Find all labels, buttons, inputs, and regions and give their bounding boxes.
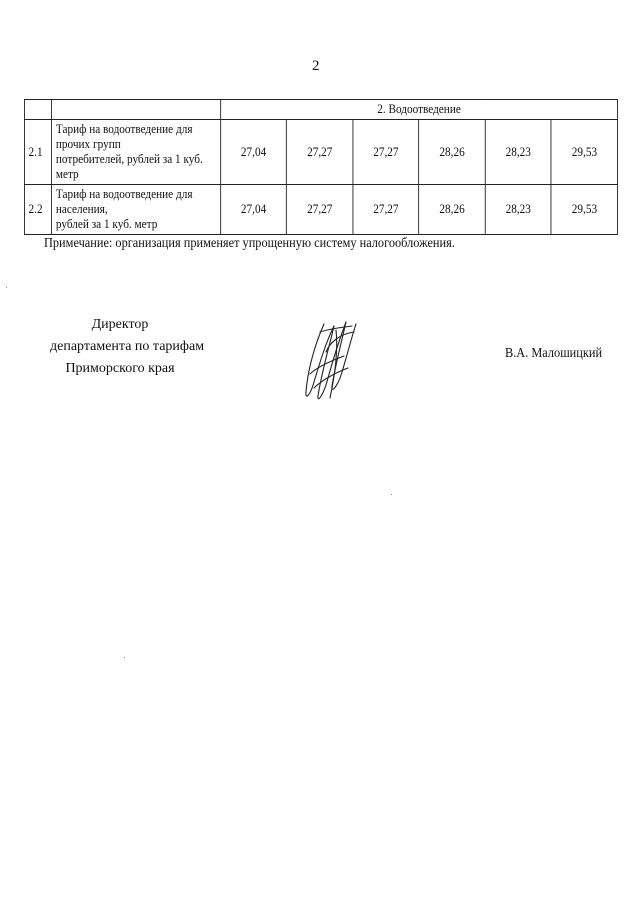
section-title: 2. Водоотведение xyxy=(220,100,617,120)
row-description xyxy=(52,120,221,185)
signatory-title xyxy=(50,314,205,380)
tariff-value: 27,04 xyxy=(220,185,286,235)
scan-speck xyxy=(391,494,392,495)
table-header-row xyxy=(24,100,617,120)
row-description xyxy=(52,185,221,235)
tariff-table xyxy=(24,99,618,235)
signatory-name: В.А. Малошицкий xyxy=(505,346,603,361)
header-empty-cell xyxy=(52,100,221,120)
header-empty-cell xyxy=(24,100,51,120)
signatory-title-line: Приморского края xyxy=(65,361,175,376)
signatory-title-line: Директор xyxy=(91,317,149,332)
tariff-value: 27,27 xyxy=(353,185,419,235)
tariff-value: 29,53 xyxy=(551,120,617,185)
tariff-value: 27,27 xyxy=(353,120,419,185)
table-row xyxy=(24,185,617,235)
page-number: 2 xyxy=(312,58,320,74)
scan-speck xyxy=(124,657,125,658)
tariff-value: 27,27 xyxy=(287,185,353,235)
row-description-line: Тариф на водоотведение для населения, xyxy=(55,187,193,216)
row-description-line: потребителей, рублей за 1 куб. метр xyxy=(55,152,203,181)
row-description-line: рублей за 1 куб. метр xyxy=(55,217,158,231)
tariff-value: 27,27 xyxy=(287,120,353,185)
tariff-value: 28,23 xyxy=(485,120,551,185)
row-number: 2.2 xyxy=(24,185,51,235)
tariff-value: 29,53 xyxy=(551,185,617,235)
row-description-line: Тариф на водоотведение для прочих групп xyxy=(55,122,193,151)
row-number: 2.1 xyxy=(24,120,51,185)
signatory-title-line: департамента по тарифам xyxy=(50,339,205,354)
table-row xyxy=(24,120,617,185)
tariff-value: 28,23 xyxy=(485,185,551,235)
tariff-value: 27,04 xyxy=(220,120,286,185)
scan-speck xyxy=(6,287,7,288)
tariff-value: 28,26 xyxy=(419,185,485,235)
tariff-value: 28,26 xyxy=(419,120,485,185)
handwritten-signature xyxy=(296,312,366,407)
note-text: Примечание: организация применяет упрощенную систему налогообложения. xyxy=(44,236,455,251)
